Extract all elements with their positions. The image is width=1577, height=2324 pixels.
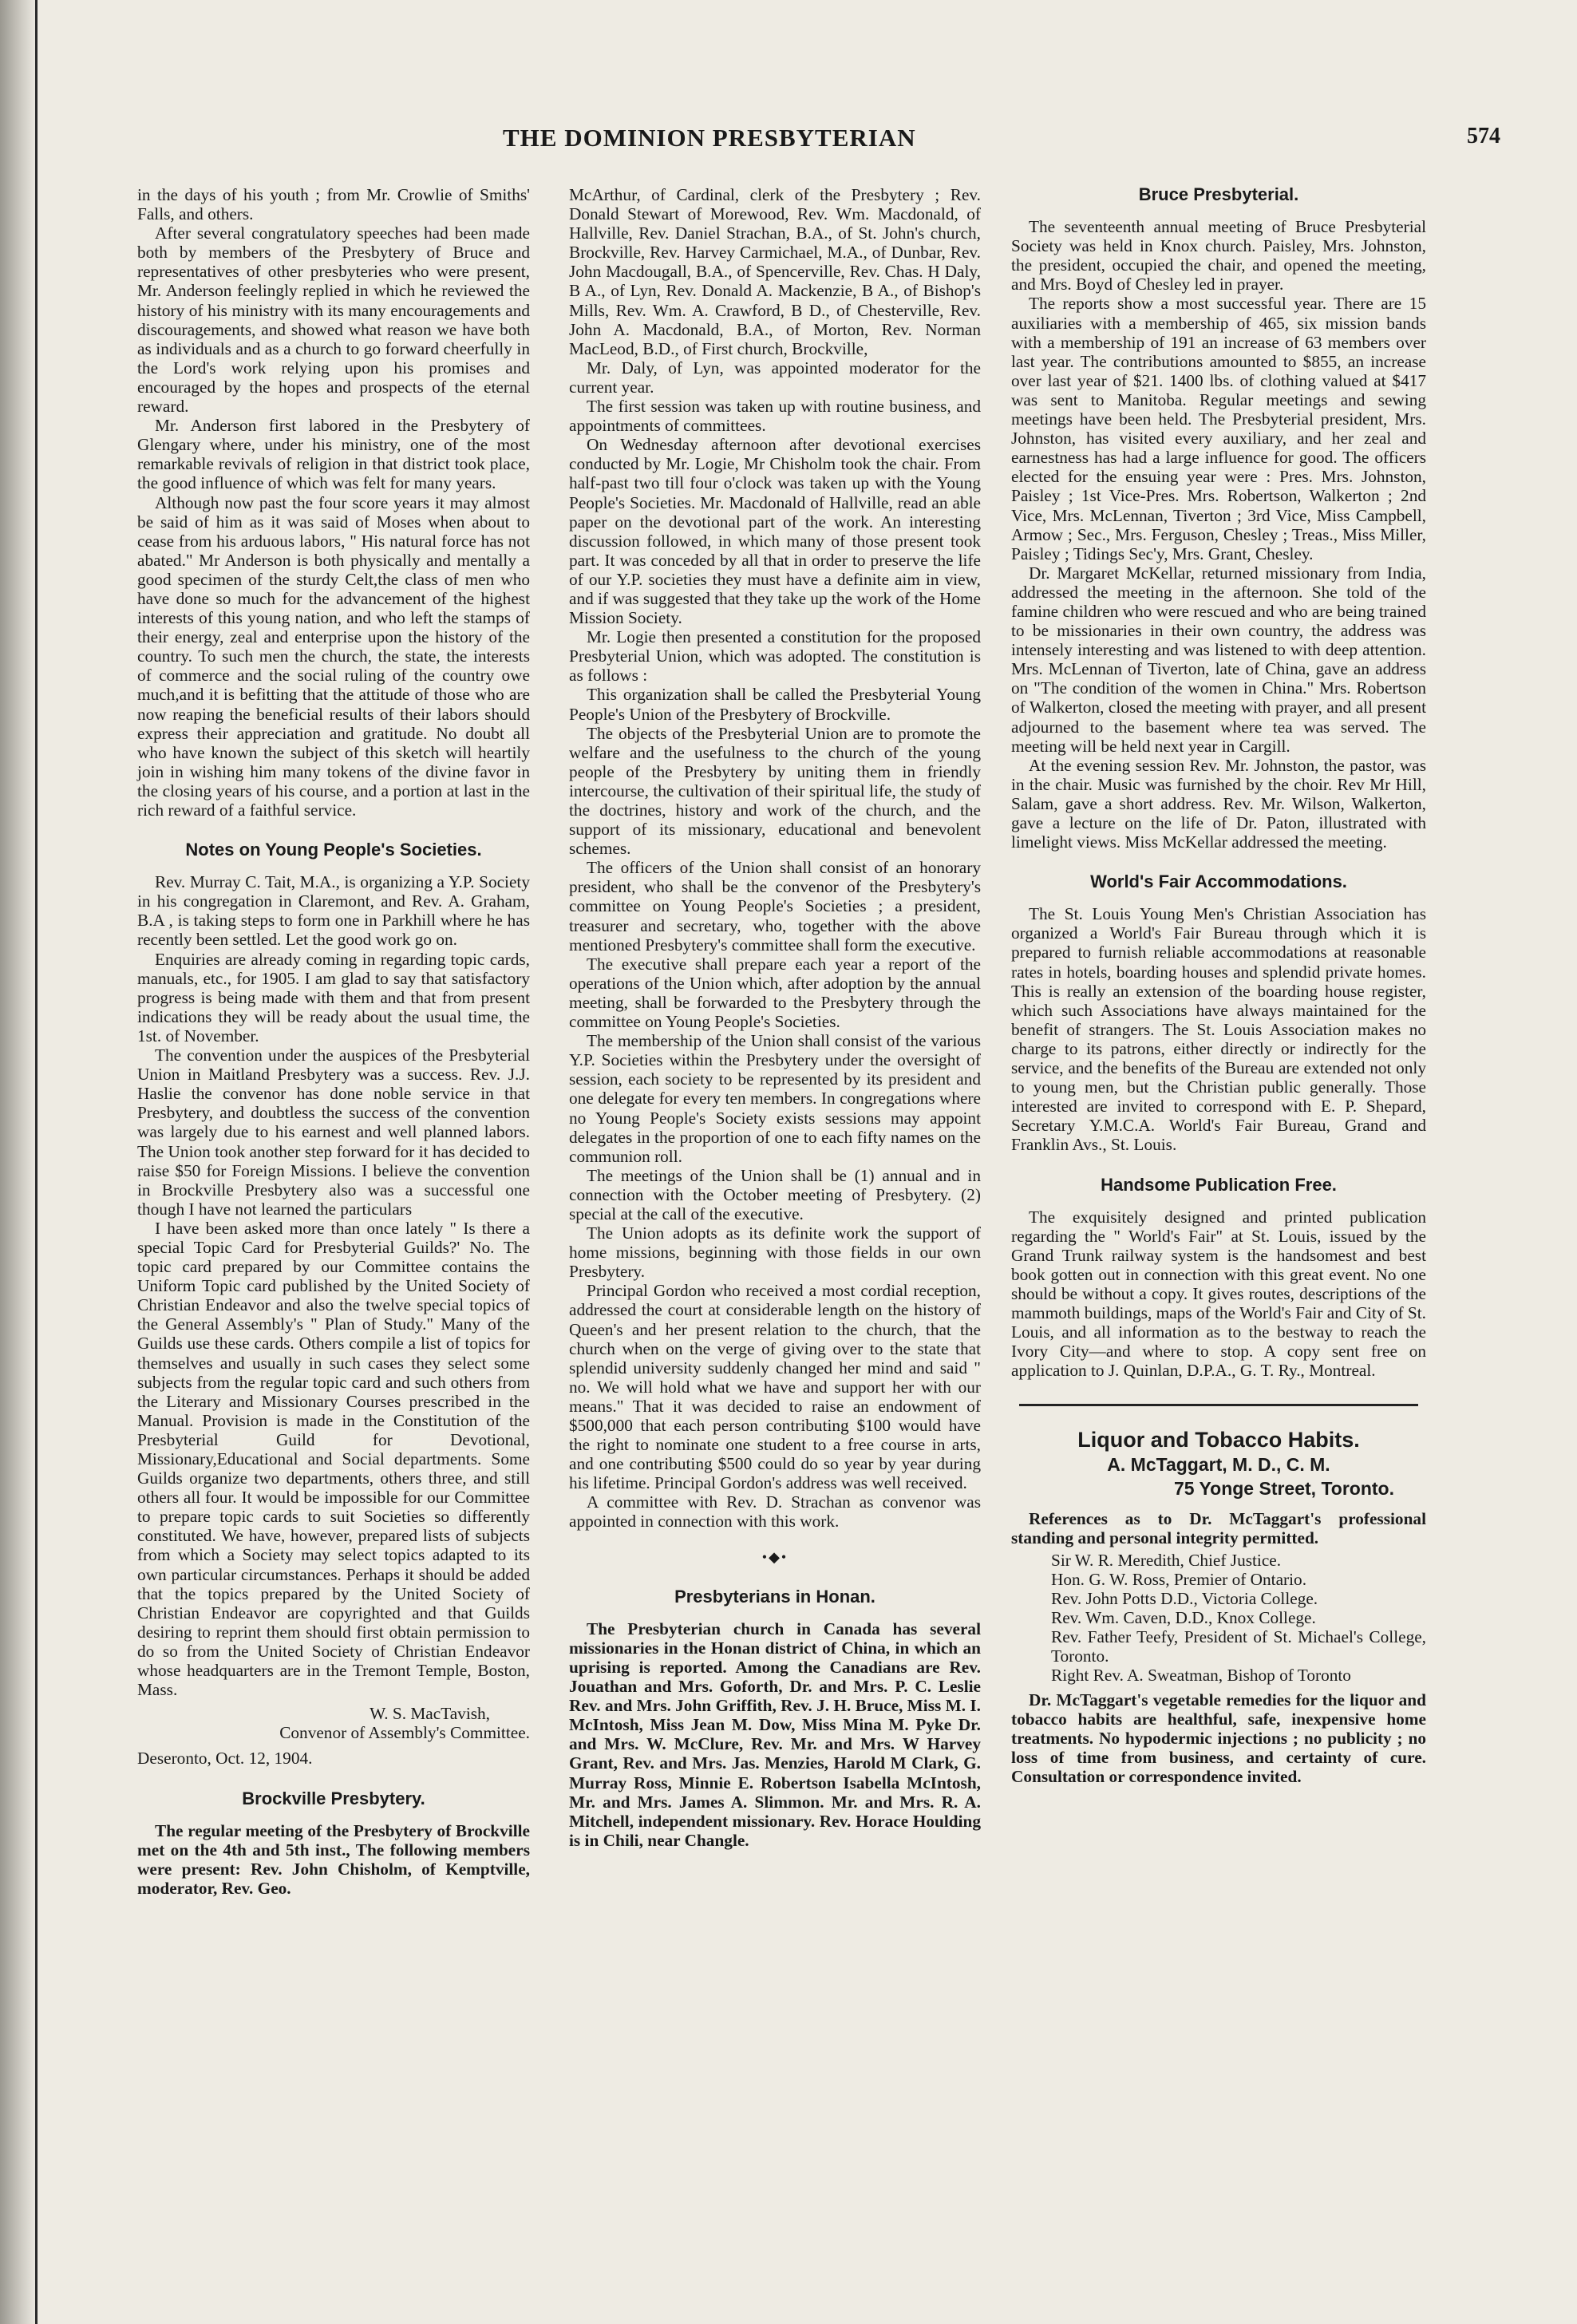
article-paragraph: Mr. Logie then presented a constitution for the proposed Presbyterial Union, which was adopted. The constitution is as follows : — [569, 627, 981, 686]
page-header — [192, 124, 1500, 160]
column-middle — [569, 185, 981, 1850]
section-divider — [1019, 1404, 1418, 1406]
ad-reference-item: Rev. John Potts D.D., Victoria College. — [1051, 1589, 1318, 1609]
page-edge-rule — [35, 0, 38, 2324]
article-paragraph: The executive shall prepare each year a report of the operations of the Union which, after adoption by the annual meeting, shall be forwarded to the Presbytery through the committee on Young People's Societies. — [569, 954, 981, 1032]
article-paragraph: Mr. Anderson first labored in the Presbytery of Glengary where, under his ministry, one of the most remarkable revivals of religion in that district took place, the good influence of which was felt for many years. — [137, 416, 530, 493]
brockville-paragraph: The regular meeting of the Presbytery of Brockville met on the 4th and 5th inst., The following members were present: Rev. John Chisholm, of Kemptville, moderator, Rev. Geo. — [137, 1820, 530, 1898]
ad-doctor-name: A. McTaggart, M. D., C. M. — [1107, 1453, 1330, 1475]
ad-reference-item: Hon. G. W. Ross, Premier of Ontario. — [1051, 1570, 1307, 1589]
article-paragraph: On Wednesday afternoon after devotional exercises conducted by Mr. Logie, Mr Chisholm took the chair. From half-past two till four o'clock was taken up with the Young People's Societies. Mr. Macdonald of Hallville, read an able paper on the devotional part of the work. An interesting discussion followed, in which many of those present took part. It was conceded by all that in order to preserve the life of our Y.P. societies they must have a definite aim in view, and if was suggested that they take up the work of the Home Mission Society. — [569, 435, 981, 628]
notes-paragraph: The convention under the auspices of the Presbyterial Union in Maitland Presbytery was a success. Rev. J.J. Haslie the convenor has done noble service in that Presbytery, and doubtless the success of the convention was largely due to his earnest and well planned labors. The Union took another step forward for it has decided to raise $50 for Foreign Missions. I believe the convention in Brockville Presbytery also was a successful one though I have not learned the particulars — [137, 1045, 530, 1219]
ad-address: 75 Yonge Street, Toronto. — [1173, 1477, 1394, 1499]
publication-paragraph: The exquisitely designed and printed publication regarding the " World's Fair" at St. Louis, issued by the Grand Trunk railway system is the handsomest and best book gotten out in connection with this great event. No one should be without a copy. It gives routes, descriptions of the mammoth buildings, maps of the World's Fair and City of St. Louis, and all information as to the bestway to reach the Ivory City—and where to stop. A copy sent free on application to J. Quinlan, D.P.A., G. T. Ry., Montreal. — [1011, 1207, 1426, 1381]
article-paragraph: The officers of the Union shall consist of an honorary president, who shall be the convenor of the Presbytery's committee on Young People's Societies ; a president, treasurer and secretary, who, together with the above mentioned Presbytery's committee shall form the executive. — [569, 858, 981, 955]
page-title: THE DOMINION PRESBYTERIAN — [503, 124, 916, 152]
ad-references-intro: References as to Dr. McTaggart's professional standing and personal integrity permitted. — [1011, 1508, 1426, 1547]
article-paragraph: The first session was taken up with routine business, and appointments of committees. — [569, 397, 981, 436]
ad-reference-item: Sir W. R. Meredith, Chief Justice. — [1051, 1550, 1282, 1570]
notes-heading: Notes on Young People's Societies. — [185, 840, 482, 860]
ad-closing: Dr. McTaggart's vegetable remedies for the liquor and tobacco habits are healthful, safe, inexpensive home treatments. No hypodermic injections ; no publicity ; no loss of time from business, and certainty of cure. Consultation or correspondence invited. — [1011, 1690, 1426, 1786]
article-paragraph: After several congratulatory speeches had been made both by members of the Presbytery of Bruce and representatives of other presbyteries who were present, Mr. Anderson feelingly replied in which he reviewed the history of his ministry with its many encouragements and discouragements, and showed what reason we have both as individuals and as a church to go forward cheerfully in the Lord's work relying upon his promises and encouraged by the hopes and prospects of the eternal reward. — [137, 223, 530, 417]
article-paragraph: Although now past the four score years it may almost be said of him as it was said of Moses when about to cease from his arduous labors, " His natural force has not abated." Mr Anderson is both physically and mentally a good specimen of the sturdy Celt,the class of men who have done so much for the advancement of the highest interests of this young nation, and who left the stamps of their energy, zeal and enterprise upon the history of the country. To such men the church, the state, the interests of commerce and the social ruling of the country owe much,and it is befitting that the attitude of those who are now reaping the beneficial results of their labors should express their appreciation and gratitude. No doubt all who have known the subject of this sketch will heartily join in wishing him many tokens of the divine favor in the closing years of his course, and a portion at last in the rich reward of a faithful service. — [137, 492, 530, 820]
article-paragraph: Principal Gordon who received a most cordial reception, addressed the court at considerable length on the history of Queen's and her present relation to the church, that the church when on the verge of giving over to the state that splendid university suddenly changed her mind and said " no. We will hold what we have and support her with our means." That it was decided to raise an endowment of $500,000 that each person contributing $100 would have the right to nominate one student to a free course in arts, and one contributing $500 could do so year by year during his lifetime. Principal Gordon's address was well received. — [569, 1281, 981, 1493]
bruce-heading: Bruce Presbyterial. — [1138, 184, 1299, 204]
publication-heading: Handsome Publication Free. — [1101, 1174, 1337, 1195]
page-number: 574 — [1467, 124, 1500, 148]
section-ornament: •◆• — [761, 1548, 788, 1565]
article-paragraph: A committee with Rev. D. Strachan as convenor was appointed in connection with this work. — [569, 1492, 981, 1532]
article-paragraph: McArthur, of Cardinal, clerk of the Presbytery ; Rev. Donald Stewart of Morewood, Rev. Wm. Macdonald, of Hallville, Rev. Daniel Strachan, B.A., of St. John's church, Brockville, Rev. Harvey Carmichael, M.A., of Dunbar, Rev. John Macdougall, B.A., of Spencerville, Rev. Chas. H Daly, B A., of Lyn, Rev. Donald A. Mackenzie, B A., of Bishop's Mills, Rev. Wm. A. Crawford, B D., of Chesterville, Rev. John A. Macdonald, B.A., of Morton, Rev. Norman MacLeod, B.D., of First church, Brockville, — [569, 185, 981, 358]
ad-reference-item: Right Rev. A. Sweatman, Bishop of Toronto — [1051, 1666, 1351, 1686]
article-paragraph: The membership of the Union shall consist of the various Y.P. Societies within the Presbytery under the oversight of session, each society to be represented by its president and one delegate for every ten members. In congregations where no Young People's Society exists sessions may appoint delegates in the proportion of one to each fifty names on the communion roll. — [569, 1031, 981, 1166]
article-paragraph: in the days of his youth ; from Mr. Crowlie of Smiths' Falls, and others. — [137, 185, 530, 224]
notes-paragraph: Rev. Murray C. Tait, M.A., is organizing a Y.P. Society in his congregation in Claremont, and Rev. A. Graham, B.A , is taking steps to form one in Parkhill where he has recently been settled. Let the good work go on. — [137, 872, 530, 950]
article-paragraph: The objects of the Presbyterial Union are to promote the welfare and the usefulness to the church of the young people of the Presbytery by uniting them in friendly intercourse, the cultivation of their spiritual life, the study of the doctrines, history and work of the church, and the support of its missionary, educational and benevolent schemes. — [569, 723, 981, 859]
article-paragraph: This organization shall be called the Presbyterial Young People's Union of the Presbytery of Brockville. — [569, 685, 981, 724]
signature-name: W. S. MacTavish, — [370, 1704, 490, 1724]
article-paragraph: The meetings of the Union shall be (1) annual and in connection with the October meeting of Presbytery. (2) special at the call of the executive. — [569, 1165, 981, 1223]
worlds-fair-paragraph: The St. Louis Young Men's Christian Association has organized a World's Fair Bureau through which it is prepared to furnish reliable accommodations at reasonable rates in hotels, boarding houses and splendid private homes. This is really an extension of the boarding house register, which such Associations have always maintained for the benefit of strangers. The St. Louis Association makes no charge to its patrons, either directly or indirectly for the service, and the benefits of the Bureau are extended not only to young men, but the Christian public generally. Those interested are invited to correspond with E. P. Shepard, Secretary Y.M.C.A. World's Fair Bureau, Grand and Franklin Avs., St. Louis. — [1011, 904, 1426, 1155]
ad-reference-list — [1011, 1551, 1426, 1686]
worlds-fair-heading: World's Fair Accommodations. — [1090, 872, 1347, 892]
ad-reference-item: Rev. Wm. Caven, D.D., Knox College. — [1051, 1608, 1316, 1628]
honan-paragraph: The Presbyterian church in Canada has several missionaries in the Honan district of China, in which an uprising is reported. Among the Canadians are Rev. Jouathan and Mrs. Goforth, Dr. and Mrs. P. C. Leslie Rev. and Mrs. John Griffith, Rev. J. H. Bruce, Miss M. I. McIntosh, Miss Jean M. Dow, Miss Mina M. Pyke Dr. and Mrs. W. McClure, Rev. Mr. and Mrs. W Harvey Grant, Rev. and Mrs. Jas. Menzies, Harold M Clark, G. Murray Ross, Minnie E. Robertson Isabella McIntosh, Mr. and Mrs. James A. Slimmon. Mr. and Mrs. R. A. Mitchell, independent missionary. Rev. Horace Houlding is in Chili, near Changle. — [569, 1618, 981, 1850]
article-paragraph: Mr. Daly, of Lyn, was appointed moderator for the current year. — [569, 358, 981, 397]
article-paragraph: The Union adopts as its definite work the support of home missions, beginning with those fields in our own Presbytery. — [569, 1223, 981, 1282]
notes-paragraph: I have been asked more than once lately " Is there a special Topic Card for Presbyterial Guilds?' No. The topic card prepared by our Committee contains the Uniform Topic card published by the United Society of Christian Endeavor and also the twelve special topics of the General Assembly's " Plan of Study." Many of the Guilds use these cards. Others compile a list of topics for themselves and usually in such cases they select some subjects from the regular topic card and such others from the Literary and Missionary Courses prescribed in the Manual. Provision is made in the Constitution of the Presbyterial Guild for Devotional, Missionary,Educational and Social departments. Some Guilds organize two departments, others three, and still others all four. It would be impossible for our Committee to prepare topic cards to suit Societies so differently constituted. We have, however, prepared lists of subjects from which a Society may select topics adapted to its own particular circumstances. Perhaps it should be added that the topics prepared by the United Society of Christian Endeavor are copyrighted and that Guilds desiring to reprint them should first obtain permission to do so from the United Society of Christian Endeavor whose headquarters are in the Tremont Temple, Boston, Mass. — [137, 1218, 530, 1700]
signature-title: Convenor of Assembly's Committee. — [279, 1723, 530, 1743]
honan-heading: Presbyterians in Honan. — [674, 1586, 875, 1607]
bruce-paragraph: Dr. Margaret McKellar, returned missionary from India, addressed the meeting in the afternoon. She told of the famine children who were rescued and who are being trained to be missionaries in their own country, the address was intensely interesting and was listened to with deep attention. Mrs. McLennan of Tiverton, late of China, gave an address on "The condition of the women in China." Mrs. Robertson of Walkerton, closed the meeting with prayer, and all present adjourned to the basement where tea was served. The meeting will be held next year in Cargill. — [1011, 563, 1426, 756]
bruce-paragraph: The seventeenth annual meeting of Bruce Presbyterial Society was held in Knox church. Paisley, Mrs. Johnston, the president, occupied the chair, and opened the meeting, and Mrs. Boyd of Chesley led in prayer. — [1011, 217, 1426, 294]
page-edge-shadow — [0, 0, 37, 2324]
ad-title: Liquor and Tobacco Habits. — [1077, 1428, 1360, 1452]
bruce-paragraph: At the evening session Rev. Mr. Johnston, the pastor, was in the chair. Music was furnished by the choir. Rev Mr Hill, Salam, gave a short address. Rev. Mr. Wilson, Walkerton, gave a lecture on the life of Dr. Paton, illustrated with limelight views. Miss McKellar addressed the meeting. — [1011, 755, 1426, 852]
bruce-paragraph: The reports show a most successful year. There are 15 auxiliaries with a membership of 465, six mission bands with a membership of 191 an increase of 63 members over last year. The contributions amounted to $855, an increase over last year of $21. 1400 lbs. of clothing valued at $417 was sent to Manitoba. Regular meetings and sewing meetings have been held. The Presbyterial president, Mrs. Johnston, has visited every auxiliary, and her zeal and earnestness has had a large influence for good. The officers elected for the ensuing year were : Pres. Mrs. Johnston, Paisley ; 1st Vice-Pres. Mrs. Robertson, Walkerton ; 2nd Vice, Mrs. McLennan, Tiverton ; 3rd Vice, Miss Campbell, Armow ; Sec., Mrs. Ferguson, Chesley ; Treas., Miss Miller, Paisley ; Tidings Sec'y, Mrs. Grant, Chesley. — [1011, 294, 1426, 563]
column-left — [137, 185, 530, 1898]
column-right — [1011, 185, 1426, 1786]
ad-reference-item: Rev. Father Teefy, President of St. Michael's College, Toronto. — [1051, 1627, 1426, 1666]
signature-date: Deseronto, Oct. 12, 1904. — [137, 1749, 313, 1769]
brockville-heading: Brockville Presbytery. — [242, 1788, 425, 1808]
notes-paragraph: Enquiries are already coming in regarding topic cards, manuals, etc., for 1905. I am glad to say that satisfactory progress is being made with them and that from present indications they will be ready about the usual time, the 1st. of November. — [137, 949, 530, 1045]
